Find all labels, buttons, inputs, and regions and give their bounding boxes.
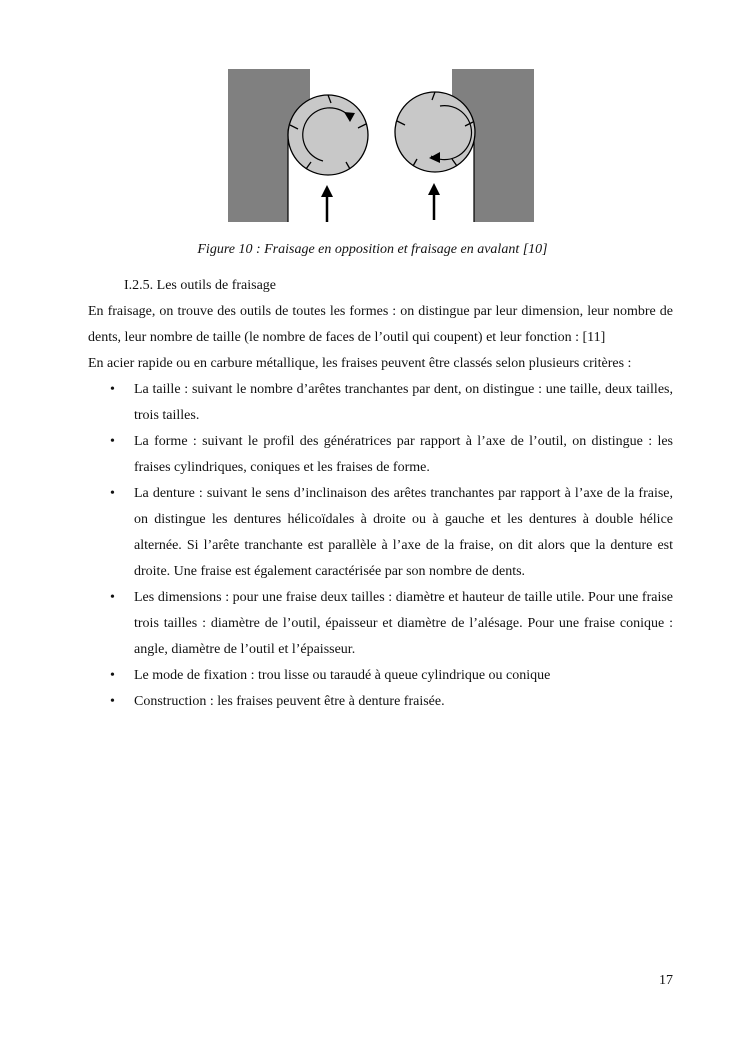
list-item-text: La taille : suivant le nombre d’arêtes tranchantes par dent, on distingue : une taille, deux tailles, trois tailles. bbox=[134, 382, 673, 423]
milling-diagram bbox=[228, 69, 534, 222]
bullet-icon: • bbox=[110, 590, 115, 605]
paragraph-criteria: En acier rapide ou en carbure métallique, les fraises peuvent être classés selon plusieurs critères : bbox=[88, 356, 632, 371]
bullet-icon: • bbox=[110, 382, 115, 397]
figure-caption: Figure 10 : Fraisage en opposition et fraisage en avalant [10] bbox=[197, 242, 548, 257]
list-item-text: La denture : suivant le sens d’inclinaison des arêtes tranchantes par rapport à l’axe de la fraise, on distingue les dentures hélicoïdales à droite ou à gauche et les dentures à double hélice alternée. Si l’arête tranchante est parallèle à l’axe de la fraise, on dit alors que la denture est droite. Une fraise est également caractérisée par son nombre de dents. bbox=[134, 486, 673, 579]
cutter-left bbox=[288, 95, 368, 175]
list-item bbox=[88, 663, 673, 689]
page-number: 17 bbox=[659, 973, 673, 988]
section-heading: I.2.5. Les outils de fraisage bbox=[124, 278, 277, 293]
up-milling-illustration bbox=[228, 69, 368, 222]
bullet-icon: • bbox=[110, 486, 115, 501]
feed-arrow-left bbox=[321, 185, 333, 222]
list-item-text: Construction : les fraises peuvent être à denture fraisée. bbox=[134, 694, 445, 709]
list-item-text: Le mode de fixation : trou lisse ou taraudé à queue cylindrique ou conique bbox=[134, 668, 551, 683]
bullet-icon: • bbox=[110, 694, 115, 709]
feed-arrow-right bbox=[428, 183, 440, 220]
list-item bbox=[88, 377, 673, 429]
down-milling-illustration bbox=[395, 69, 534, 222]
list-item bbox=[88, 481, 673, 585]
list-item-text: La forme : suivant le profil des génératrices par rapport à l’axe de l’outil, on distingue : les fraises cylindriques, coniques et les fraises de forme. bbox=[134, 434, 673, 475]
criteria-list bbox=[88, 377, 673, 715]
list-item-text: Les dimensions : pour une fraise deux tailles : diamètre et hauteur de taille utile. Pour une fraise trois tailles : diamètre de l’outil, épaisseur et diamètre de l’alésage. Pour une fraise conique : angle, diamètre de l’outil et l’épaisseur. bbox=[134, 590, 673, 657]
bullet-icon: • bbox=[110, 668, 115, 683]
list-item bbox=[88, 689, 673, 715]
bullet-icon: • bbox=[110, 434, 115, 449]
list-item bbox=[88, 585, 673, 663]
list-item bbox=[88, 429, 673, 481]
paragraph-intro: En fraisage, on trouve des outils de toutes les formes : on distingue par leur dimension, leur nombre de dents, leur nombre de taille (le nombre de faces de l’outil qui coupent) et leur fonction : [11] bbox=[88, 304, 673, 345]
